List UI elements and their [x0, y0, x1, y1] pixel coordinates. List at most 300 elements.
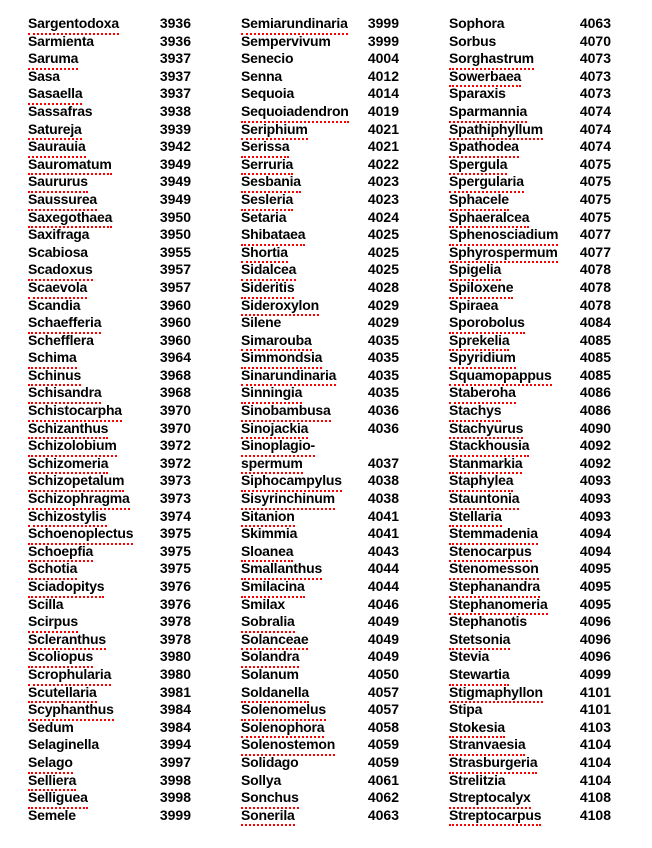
index-entry-row: [449, 244, 611, 262]
genus-name: Schisandra: [28, 384, 101, 404]
index-entry-row: [449, 156, 611, 174]
page-number: 4025: [367, 261, 399, 278]
index-entry-row: [28, 384, 191, 402]
genus-name: Sinoplagio-: [241, 437, 315, 457]
genus-name: Solenostemon: [241, 736, 335, 756]
page-number: 3978: [159, 613, 191, 630]
index-entry-row: [449, 490, 611, 508]
genus-name: Stranvaesia: [449, 736, 525, 756]
genus-name: Sporobolus: [449, 314, 525, 334]
index-entry-row: [241, 772, 399, 790]
index-entry-row: [449, 103, 611, 121]
page-number: 4073: [579, 67, 611, 84]
genus-name: Schefflera: [28, 331, 94, 348]
genus-name: Scutellaria: [28, 684, 97, 704]
index-entry-row: [449, 684, 611, 702]
genus-name: Saurauia: [28, 138, 86, 158]
genus-name: Scyphanthus: [28, 701, 114, 721]
page-number: 3997: [159, 753, 191, 770]
index-entry-row: [28, 68, 191, 86]
index-entry-row: [28, 525, 191, 543]
page-number: 4108: [579, 789, 611, 806]
index-entry-row: [241, 807, 399, 825]
index-entry-row: [241, 50, 399, 68]
page-number: 3957: [159, 278, 191, 295]
index-entry-row: [28, 543, 191, 561]
page-number: 3974: [159, 507, 191, 524]
page-number: 3998: [159, 789, 191, 806]
genus-name: Scilla: [28, 595, 64, 612]
index-entry-row: [28, 613, 191, 631]
page-number: 3950: [159, 226, 191, 243]
genus-name: Sphenosciadium: [449, 226, 558, 246]
genus-name: Sinningia: [241, 384, 302, 404]
index-entry-row: [449, 437, 611, 455]
genus-name: Spathiphyllum: [449, 121, 543, 141]
index-entry-row: [28, 209, 191, 227]
index-entry-row: [28, 226, 191, 244]
genus-name: Smallanthus: [241, 560, 322, 580]
genus-name: Streptocalyx: [449, 789, 531, 809]
genus-name: Sasa: [28, 67, 60, 84]
index-entry-row: [449, 648, 611, 666]
index-entry-row: [241, 754, 399, 772]
genus-name: Serruria: [241, 156, 293, 176]
genus-name: Sinobambusa: [241, 402, 331, 422]
genus-name: Solanceae: [241, 631, 308, 651]
genus-name: Senna: [241, 67, 283, 84]
index-entry-row: [28, 103, 191, 121]
index-entry-row: [449, 701, 611, 719]
genus-name: Sasaella: [28, 85, 82, 105]
page-number: 4014: [367, 85, 399, 102]
index-entry-row: [241, 68, 399, 86]
page-number: 4043: [367, 542, 399, 559]
page-number: 3960: [159, 296, 191, 313]
genus-name: Sempervivum: [241, 32, 331, 49]
index-entry-row: [241, 297, 399, 315]
genus-name: Strasburgeria: [449, 754, 537, 774]
page-number: 4073: [579, 50, 611, 67]
page-number: 4062: [367, 789, 399, 806]
genus-name: Stachyurus: [449, 420, 523, 440]
index-entry-row: [28, 666, 191, 684]
index-entry-row: [241, 719, 399, 737]
page-number: 4075: [579, 190, 611, 207]
index-entry-row: [449, 68, 611, 86]
genus-name: Solidago: [241, 753, 299, 770]
page-number: 3937: [159, 50, 191, 67]
index-entry-row: [449, 261, 611, 279]
page-number: 4050: [367, 665, 399, 682]
page-number: 4077: [579, 226, 611, 243]
genus-name: Stemmadenia: [449, 525, 538, 545]
page-number: 4075: [579, 208, 611, 225]
index-column-1: [28, 15, 191, 848]
genus-name: Smilax: [241, 595, 285, 612]
genus-name: Schizostylis: [28, 508, 107, 528]
index-entry-row: [28, 261, 191, 279]
page-number: 4025: [367, 226, 399, 243]
genus-name: Shibataea: [241, 226, 305, 246]
page-number: 3949: [159, 190, 191, 207]
index-entry-row: [241, 402, 399, 420]
genus-name: Skimmia: [241, 525, 298, 542]
genus-name: Semiarundinaria: [241, 15, 348, 35]
index-entry-row: [28, 736, 191, 754]
genus-name: Scrophularia: [28, 666, 111, 686]
genus-name: Sorbus: [449, 32, 497, 49]
index-entry-row: [241, 384, 399, 402]
index-entry-row: [241, 226, 399, 244]
genus-name: Scirpus: [28, 613, 78, 633]
page-number: 4085: [579, 331, 611, 348]
genus-name: Sobralia: [241, 613, 295, 633]
genus-name: Sorghastrum: [449, 50, 534, 70]
genus-name: Scadoxus: [28, 261, 93, 281]
genus-name: Schizopetalum: [28, 472, 124, 492]
genus-name: Stanmarkia: [449, 455, 522, 475]
index-entry-row: [241, 490, 399, 508]
index-entry-row: [449, 508, 611, 526]
page-number: 4093: [579, 472, 611, 489]
genus-name: Schistocarpha: [28, 402, 122, 422]
page-number: 4035: [367, 349, 399, 366]
page-number: 4074: [579, 138, 611, 155]
genus-name: Semele: [28, 806, 76, 823]
genus-name: Sideritis: [241, 279, 294, 299]
page-number: 3980: [159, 665, 191, 682]
page-number: 3936: [159, 15, 191, 31]
genus-name: Seriphium: [241, 121, 308, 141]
page-number: 3950: [159, 208, 191, 225]
index-entry-row: [241, 209, 399, 227]
index-entry-row: [449, 631, 611, 649]
page-number: 4012: [367, 67, 399, 84]
page-number: 4078: [579, 278, 611, 295]
index-entry-row: [241, 420, 399, 438]
index-entry-row: [449, 807, 611, 825]
genus-name: Selliguea: [28, 789, 88, 809]
page-number: 4074: [579, 102, 611, 119]
page-number: 4104: [579, 771, 611, 788]
genus-name: Stewartia: [449, 666, 509, 686]
page-number: 3978: [159, 630, 191, 647]
index-entry-row: [241, 173, 399, 191]
page-number: 3999: [367, 32, 399, 49]
page-number: 4070: [579, 32, 611, 49]
index-entry-row: [241, 736, 399, 754]
genus-name: Sarmienta: [28, 32, 94, 49]
genus-name: Simmondsia: [241, 349, 322, 369]
page-number: 4029: [367, 296, 399, 313]
page-number: 4093: [579, 507, 611, 524]
page-number: 3936: [159, 32, 191, 49]
page-number: 3976: [159, 578, 191, 594]
page-number: 3960: [159, 331, 191, 348]
page-number: 3976: [159, 595, 191, 612]
page-number: 4028: [367, 278, 399, 295]
index-entry-row: [449, 666, 611, 684]
page-number: 3942: [159, 138, 191, 155]
index-entry-row: [449, 15, 611, 33]
page-number: 3999: [367, 15, 399, 31]
index-entry-row: [28, 402, 191, 420]
genus-name: Spiraea: [449, 296, 499, 313]
genus-name: Sedum: [28, 718, 74, 735]
page-number: 4036: [367, 402, 399, 419]
index-entry-row: [241, 85, 399, 103]
index-entry-row: [449, 472, 611, 490]
genus-name: Serissa: [241, 138, 289, 158]
genus-name: Sonerila: [241, 807, 295, 827]
page-number: 4021: [367, 120, 399, 137]
index-entry-row: [241, 314, 399, 332]
genus-name: Sollya: [241, 771, 282, 788]
page-number: 4096: [579, 630, 611, 647]
page-number: 4063: [579, 15, 611, 31]
genus-name: Sesleria: [241, 191, 293, 211]
page-number: 4041: [367, 507, 399, 524]
genus-name: Saxegothaea: [28, 209, 112, 229]
index-entry-row: [28, 455, 191, 473]
index-entry-row: [28, 33, 191, 51]
genus-name: Scleranthus: [28, 631, 106, 651]
index-entry-row: [28, 508, 191, 526]
index-entry-row: [28, 578, 191, 596]
page-number: 3975: [159, 560, 191, 577]
page-number: 4059: [367, 753, 399, 770]
genus-name: Sidalcea: [241, 261, 296, 281]
index-entry-row: [28, 244, 191, 262]
index-entry-row: [449, 736, 611, 754]
page-number: 3998: [159, 771, 191, 788]
index-entry-row: [28, 596, 191, 614]
genus-name: Simarouba: [241, 332, 312, 352]
page-number: 4099: [579, 665, 611, 682]
genus-name: Sassafras: [28, 102, 93, 119]
index-entry-row: [241, 648, 399, 666]
index-entry-row: [241, 631, 399, 649]
index-entry-row: [28, 420, 191, 438]
genus-name: Sprekelia: [449, 332, 509, 352]
page-number: 3980: [159, 648, 191, 665]
page-number: 3984: [159, 718, 191, 735]
genus-name: Schizolobium: [28, 437, 117, 457]
index-entry-row: [28, 50, 191, 68]
page-number: 3999: [159, 806, 191, 823]
page-number: 4022: [367, 155, 399, 172]
genus-name: Selliera: [28, 772, 76, 792]
genus-name: Sphacele: [449, 191, 509, 211]
index-entry-row: [28, 297, 191, 315]
index-entry-row: [449, 525, 611, 543]
index-entry-row: [28, 173, 191, 191]
index-entry-row: [449, 209, 611, 227]
index-entry-row: [241, 261, 399, 279]
page-number: 4023: [367, 173, 399, 190]
page-number: 4063: [367, 806, 399, 823]
genus-name: Soldanella: [241, 684, 309, 704]
index-entry-row: [449, 173, 611, 191]
page-number: 3955: [159, 243, 191, 260]
page-number: 4046: [367, 595, 399, 612]
index-entry-row: [241, 244, 399, 262]
page-number: 4092: [579, 437, 611, 454]
page-number: 4103: [579, 718, 611, 735]
index-entry-row: [449, 121, 611, 139]
genus-name: Sparaxis: [449, 85, 506, 102]
page-number: 4061: [367, 771, 399, 788]
genus-name: Saussurea: [28, 191, 97, 211]
page-number: 4086: [579, 384, 611, 401]
index-entry-row: [241, 613, 399, 631]
genus-name: Sisyrinchinum: [241, 490, 335, 510]
index-entry-row: [241, 701, 399, 719]
index-entry-row: [241, 560, 399, 578]
index-entry-row: [449, 402, 611, 420]
index-entry-row: [28, 191, 191, 209]
genus-name: Staphylea: [449, 472, 513, 492]
index-entry-row: [241, 349, 399, 367]
page-number: 4044: [367, 560, 399, 577]
page-number: 4075: [579, 155, 611, 172]
page-number: 4049: [367, 648, 399, 665]
genus-name: Schima: [28, 349, 77, 369]
index-entry-row: [241, 33, 399, 51]
page-number: 4078: [579, 261, 611, 278]
index-entry-row: [241, 472, 399, 490]
page-number: 4084: [579, 314, 611, 331]
page-number: 4049: [367, 613, 399, 630]
page-number: 4104: [579, 736, 611, 753]
page-number: 3960: [159, 314, 191, 331]
index-entry-row: [449, 85, 611, 103]
page-number: 3968: [159, 384, 191, 401]
index-entry-row: [241, 508, 399, 526]
genus-name: Stipa: [449, 701, 483, 718]
page-number: 3984: [159, 701, 191, 718]
page-number: 4086: [579, 402, 611, 419]
index-entry-row: [28, 314, 191, 332]
page-number: 4004: [367, 50, 399, 67]
index-entry-row: [449, 754, 611, 772]
genus-name: Spergula: [449, 156, 507, 176]
genus-name: Sloanea: [241, 543, 293, 563]
index-entry-row: [241, 138, 399, 156]
genus-name: Streptocarpus: [449, 807, 541, 827]
genus-name: Schizomeria: [28, 455, 108, 475]
page-number: 4077: [579, 243, 611, 260]
index-entry-row: [241, 103, 399, 121]
page-number: 3975: [159, 542, 191, 559]
index-entry-row: [449, 33, 611, 51]
page-number: 4023: [367, 190, 399, 207]
genus-name: Senecio: [241, 50, 294, 67]
genus-name: Sowerbaea: [449, 68, 521, 88]
page-number: 4075: [579, 173, 611, 190]
page-number: 4095: [579, 560, 611, 577]
page-number: 4094: [579, 525, 611, 542]
index-entry-row: [241, 437, 399, 455]
genus-name: Sitanion: [241, 508, 295, 528]
index-entry-row: [28, 772, 191, 790]
index-column-2: [241, 15, 399, 848]
index-entry-row: [241, 684, 399, 702]
index-entry-row: [28, 367, 191, 385]
index-entry-row: [241, 367, 399, 385]
index-entry-row: [28, 138, 191, 156]
genus-name: Sphaeralcea: [449, 209, 529, 229]
page-number: 4078: [579, 296, 611, 313]
index-entry-row: [28, 789, 191, 807]
page-number: 3968: [159, 366, 191, 383]
genus-name: Squamopappus: [449, 367, 552, 387]
index-entry-row: [449, 138, 611, 156]
index-entry-row: [28, 701, 191, 719]
genus-name: Schizanthus: [28, 420, 108, 440]
genus-name: Shortia: [241, 244, 288, 264]
genus-name: Sauromatum: [28, 156, 112, 176]
genus-name: Strelitzia: [449, 771, 506, 788]
index-entry-row: [241, 525, 399, 543]
genus-name: Scabiosa: [28, 243, 88, 260]
page-number: 4074: [579, 120, 611, 137]
genus-name: Sesbania: [241, 173, 301, 193]
index-entry-row: [449, 50, 611, 68]
page-number: 4059: [367, 736, 399, 753]
index-entry-row: [449, 279, 611, 297]
index-entry-row: [449, 191, 611, 209]
genus-name: Spiloxene: [449, 279, 513, 299]
genus-name: Scandia: [28, 296, 81, 313]
page-number: 4073: [579, 85, 611, 102]
genus-name: Sonchus: [241, 789, 299, 809]
page-number: 3981: [159, 683, 191, 700]
page-number: 3972: [159, 437, 191, 454]
index-entry-row: [449, 560, 611, 578]
genus-name: Stephanotis: [449, 613, 527, 630]
genus-name: Stephanomeria: [449, 596, 548, 616]
page-number: 3972: [159, 454, 191, 471]
index-entry-row: [449, 596, 611, 614]
index-entry-row: [28, 684, 191, 702]
page-number: 4093: [579, 490, 611, 507]
index-entry-row: [241, 279, 399, 297]
index-entry-row: [449, 297, 611, 315]
page-number: 3938: [159, 102, 191, 119]
page-number: 3964: [159, 349, 191, 366]
genus-name: Schaefferia: [28, 314, 101, 334]
genus-name: Satureja: [28, 121, 82, 141]
genus-name: Spyridium: [449, 349, 516, 369]
page-number: 4090: [579, 419, 611, 436]
index-entry-row: [241, 191, 399, 209]
genus-name: Silene: [241, 314, 282, 331]
index-entry-row: [449, 420, 611, 438]
page-number: 4037: [367, 454, 399, 471]
index-entry-row: [28, 560, 191, 578]
genus-name: Solandra: [241, 648, 299, 668]
index-entry-row: [28, 648, 191, 666]
genus-name: Selaginella: [28, 736, 99, 753]
index-entry-row: [449, 314, 611, 332]
genus-name: Schotia: [28, 560, 77, 580]
index-entry-row: [241, 15, 399, 33]
genus-name: Smilacina: [241, 578, 305, 598]
genus-name: Spigelia: [449, 261, 501, 281]
page-number: 3949: [159, 173, 191, 190]
